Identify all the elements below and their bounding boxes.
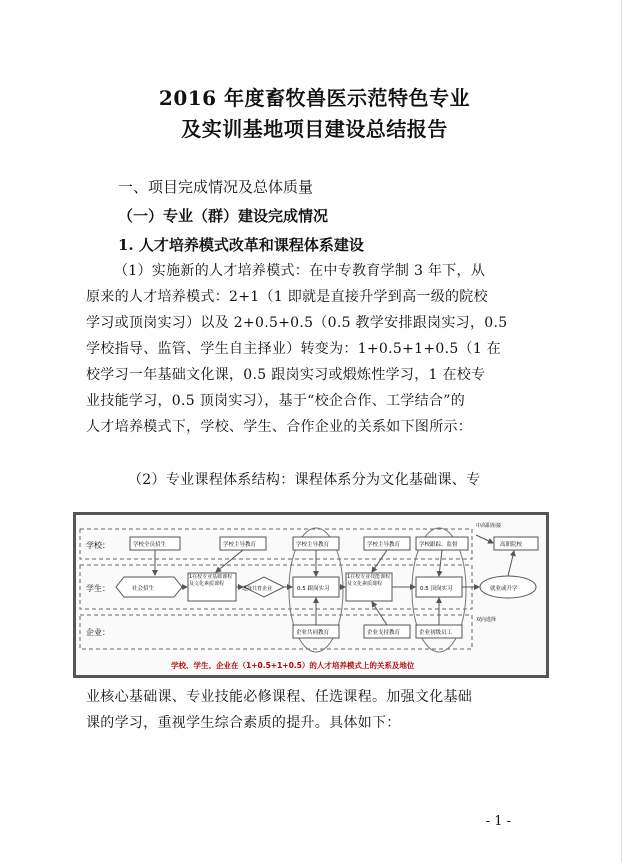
text-line: 业核心基础课、专业技能必修课程、任选课程。加强文化基础: [86, 689, 473, 705]
text-line: 学习或顶岗实习）以及 2+0.5+0.5（0.5 教学安排跟岗实习，0.5: [86, 315, 508, 331]
box-college-label: 高职院校: [500, 542, 523, 548]
text-line: （2）专业课程体系结构：课程体系分为文化基础课、专: [128, 472, 481, 488]
report-title-line1: 2016 年度畜牧兽医示范特色专业: [158, 86, 471, 110]
note-choice: 双向选择: [476, 617, 497, 623]
note-upgrade: 中高职衔接: [476, 523, 502, 529]
text-line: 学校指导、监管、学生自主择业）转变为：1+0.5+1+0.5（1 在: [86, 341, 502, 357]
page-number: - 1 -: [485, 814, 511, 829]
row-label-student: 学生：: [86, 584, 110, 593]
box-society-label: 社会招生: [132, 586, 155, 592]
box-year2-label: 1在校专业技能课程及文化素质课程: [347, 574, 391, 587]
box-year1-label: 1在校专业基础课程及文化素质课程: [189, 574, 233, 587]
diagram-caption: 学校、学生、企业在（1+0.5+1+0.5）的人才培养模式上的关系及地位: [171, 661, 415, 670]
section-heading-3: 1. 人才培养模式改革和课程体系建设: [118, 236, 364, 254]
relationship-diagram: [73, 512, 549, 678]
text-line: 课的学习，重视学生综合素质的提升。具体如下：: [86, 715, 401, 731]
box-school-track-label: 学校跟踪、监督: [419, 542, 458, 548]
box-follow-label: 0.5 跟岗实习: [297, 586, 330, 592]
box-school-guide-1-label: 学校主导教育: [223, 542, 257, 548]
paragraph-course-system: [86, 467, 546, 493]
box-ent-staff-label: 企业初级员工: [419, 630, 453, 636]
paragraph-talent-model: [86, 258, 546, 440]
box-school-guide-3-label: 学校主导教育: [367, 542, 401, 548]
text-line: 业技能学习，0.5 顶岗实习），基于“校企合作、工学结合”的: [86, 393, 466, 409]
text-line: 人才培养模式下，学校、学生、合作企业的关系如下图所示：: [86, 419, 473, 435]
box-top-label: 0.5 顶岗实习: [420, 586, 453, 592]
box-employ-label: 就业或升学: [490, 586, 518, 592]
row-label-school: 学校：: [86, 541, 110, 550]
box-choose-label: 选择共育企业: [242, 586, 273, 592]
box-ent-joint-label: 企业共同教育: [296, 630, 330, 636]
text-line: （1）实施新的人才培养模式：在中专教育学制 3 年下，从: [114, 263, 486, 279]
row-band-enterprise: [80, 615, 472, 649]
text-line: 校学习一年基础文化课，0.5 跟岗实习或煅炼性学习，1 在校专: [86, 367, 486, 383]
report-title-line2: 及实训基地项目建设总结报告: [181, 117, 448, 141]
paragraph-course-system-cont: [86, 684, 546, 736]
text-line: 原来的人才培养模式：2+1（1 即就是直接升学到高一级的院校: [86, 289, 488, 305]
box-school-guide-2-label: 学校主导教育: [296, 542, 330, 548]
section-heading-2: （一）专业（群）建设完成情况: [118, 207, 329, 225]
box-school-enroll-label: 学校全员招生: [133, 542, 167, 548]
row-label-enterprise: 企业：: [86, 628, 110, 637]
section-heading-1: 一、项目完成情况及总体质量: [118, 178, 314, 196]
box-ent-support-label: 企业支持教育: [367, 630, 401, 636]
